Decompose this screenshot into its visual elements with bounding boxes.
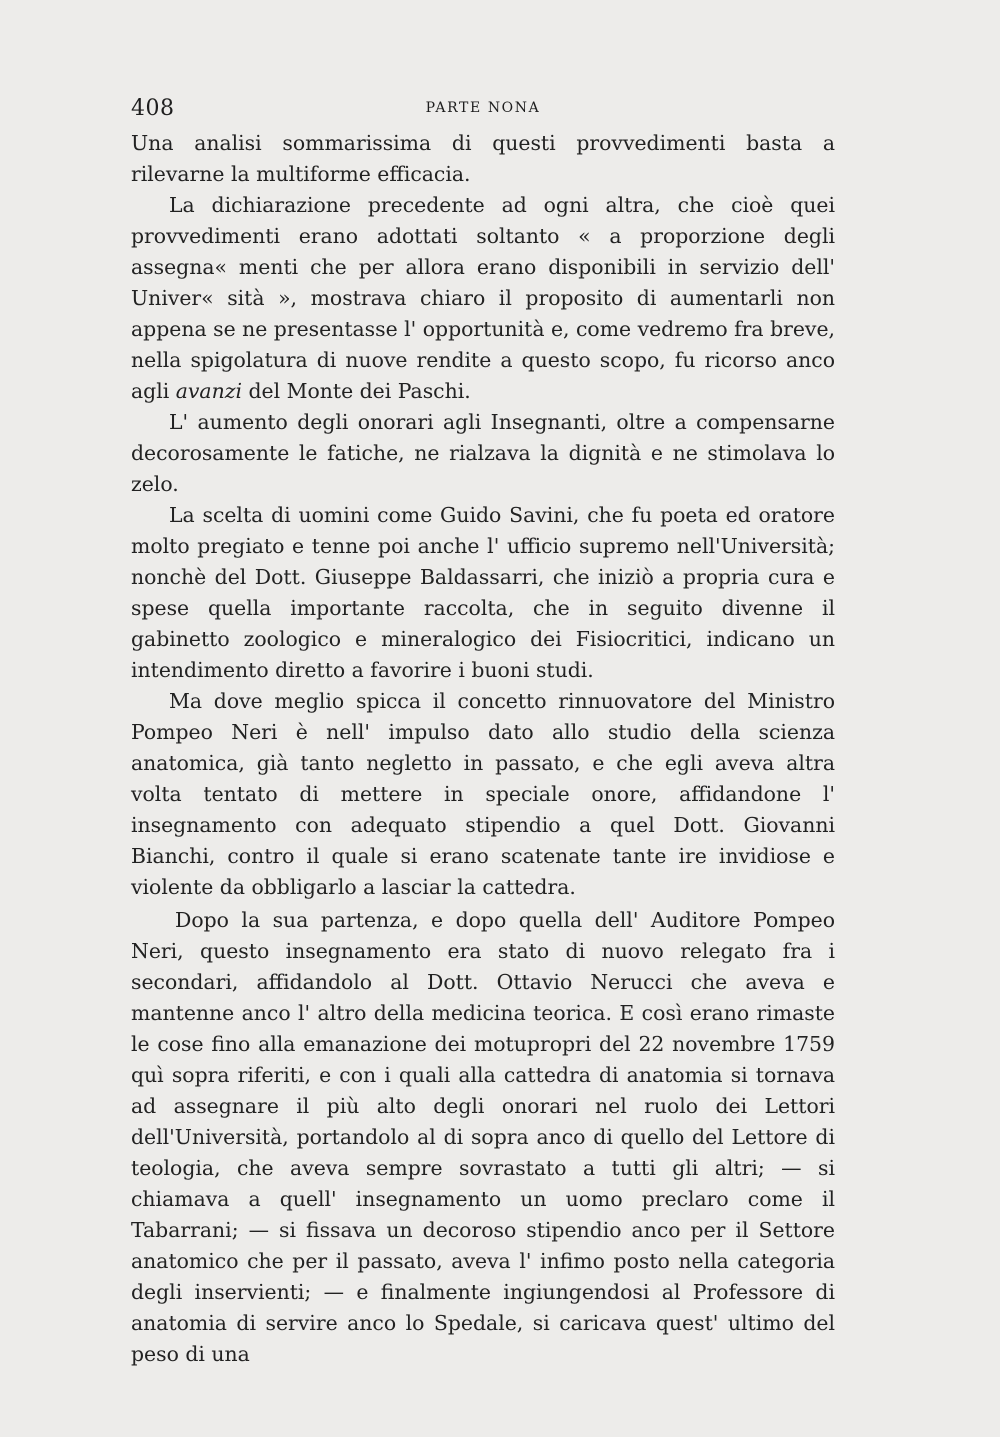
paragraph-1-text: Una analisi sommarissima di questi provvedimenti basta a rilevarne la multiforme efficacia. [131,131,835,186]
paragraph-3-text: L' aumento degli onorari agli Insegnanti, oltre a compensarne decorosamente le fatiche, ne rialzava la dignità e ne stimolava lo zelo. [131,410,835,496]
paragraph-5 [131,686,835,903]
paragraph-5-text: Ma dove meglio spicca il concetto rinnuovatore del Ministro Pompeo Neri è nell' impulso dato allo studio della scienza anatomica, già tanto negletto in passato, e che egli aveva altra volta tentato di mettere in speciale onore, affidandone l' insegnamento con adequato stipendio a quel Dott. Giovanni Bianchi, contro il quale si erano scatenate tante ire invidiose e violente da obbligarlo a lasciar la cattedra. [131,689,835,899]
paragraph-1 [131,128,835,190]
paragraph-2 [131,190,835,407]
paragraph-3 [131,407,835,500]
running-header [131,96,835,126]
page-number: 408 [131,96,175,121]
paragraph-4-text: La scelta di uomini come Guido Savini, che fu poeta ed oratore molto pregiato e tenne poi anche l' ufficio supremo nell'Università; nonchè del Dott. Giuseppe Baldassarri, che iniziò a propria cura e spese quella importante raccolta, che in seguito divenne il gabinetto zoologico e mineralogico dei Fisiocritici, indicano un intendimento diretto a favorire i buoni studi. [131,503,835,682]
running-title: PARTE NONA [425,100,541,116]
paragraph-2-ending: del Monte dei Paschi. [241,379,471,403]
paragraph-2-text: La dichiarazione precedente ad ogni altra, che cioè quei provvedimenti erano adottati soltanto « a proporzione degli assegna« menti che per allora erano disponibili in servizio dell' Univer« sità », mostrava chiaro il proposito di aumentarli non appena se ne presentasse l' opportunità e, come vedremo fra breve, nella spigolatura di nuove rendite a questo scopo, fu ricorso anco agli [131,193,836,403]
paragraph-6-text: Dopo la sua partenza, e dopo quella dell' Auditore Pompeo Neri, questo insegnamento era stato di nuovo relegato fra i secondari, affidandolo al Dott. Ottavio Nerucci che aveva e mantenne anco l' altro della medicina teorica. E così erano rimaste le cose fino alla emanazione dei motupropri del 22 novembre 1759 quì sopra riferiti, e con i quali alla cattedra di anatomia si tornava ad assegnare il più alto degli onorari nel ruolo dei Lettori dell'Università, portandolo al di sopra anco di quello del Lettore di teologia, che aveva sempre sovrastato a tutti gli altri; — si chiamava a quell' insegnamento un uomo preclaro come il Tabarrani; — si fissava un decoroso stipendio anco per il Settore anatomico che per il passato, aveva l' infimo posto nella categoria degli inservienti; — e finalmente ingiungendosi al Professore di anatomia di servire anco lo Spedale, si caricava quest' ultimo del peso di una [131,908,835,1366]
italic-word-avanzi: avanzi [175,379,242,403]
paragraph-6 [131,905,835,1370]
paragraph-4 [131,500,835,686]
main-text [131,128,835,1370]
